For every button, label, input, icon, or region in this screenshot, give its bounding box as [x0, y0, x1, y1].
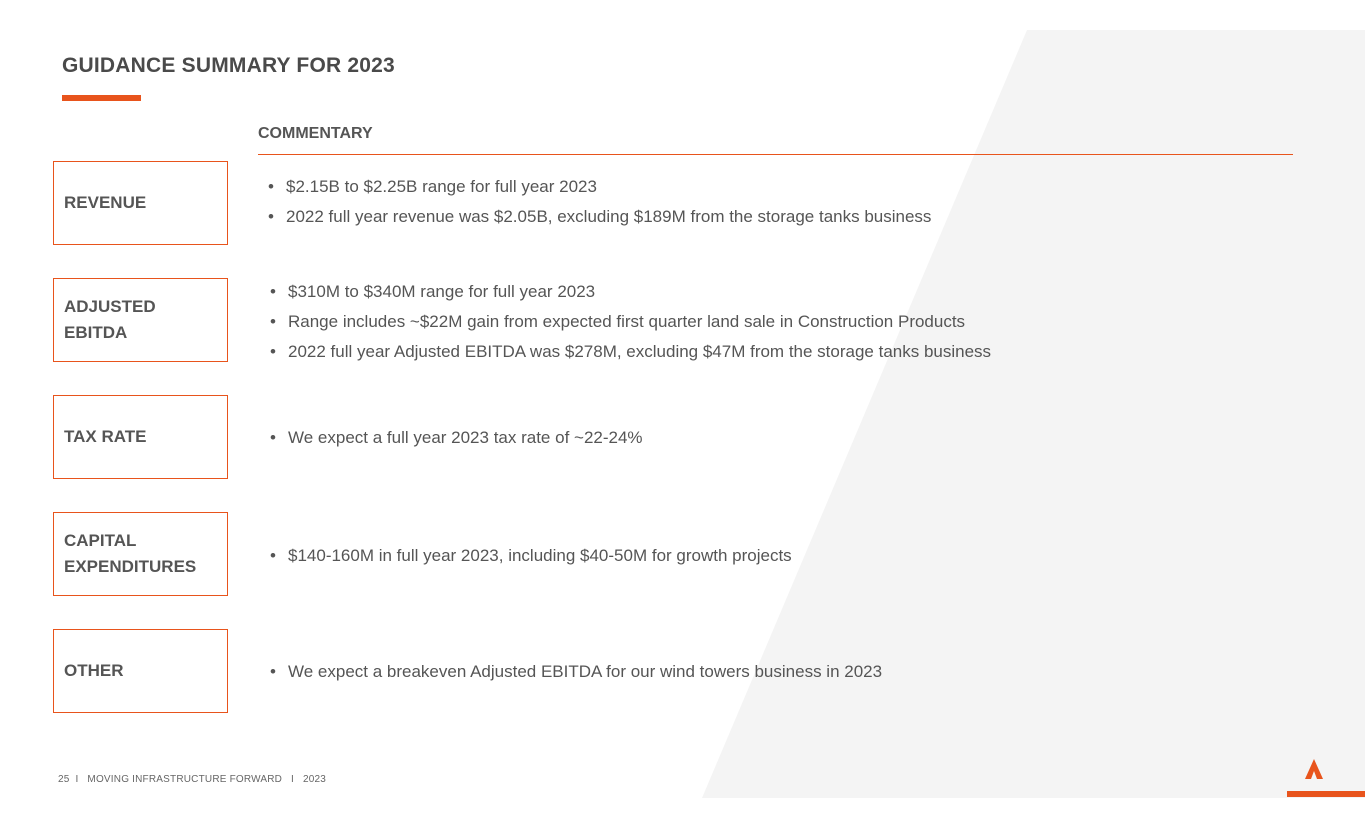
label-capital-expenditures	[53, 512, 228, 596]
label-other	[53, 629, 228, 713]
commentary-header: COMMENTARY	[258, 125, 373, 142]
bullet-item: • Range includes ~$22M gain from expected first quarter land sale in Construction Products	[268, 307, 991, 337]
commentary-revenue	[266, 172, 931, 232]
commentary-adjusted-ebitda	[268, 277, 991, 367]
label-tax-rate	[53, 395, 228, 479]
commentary-divider	[258, 154, 1293, 155]
footer-separator: I	[291, 774, 295, 785]
label-line: EXPENDITURES	[64, 557, 197, 576]
label-line: TAX RATE	[64, 427, 147, 446]
label-revenue	[53, 161, 228, 245]
commentary-tax-rate	[268, 423, 643, 453]
commentary-other	[268, 657, 882, 687]
label-line: CAPITAL	[64, 531, 137, 550]
bullet-item: • 2022 full year revenue was $2.05B, excluding $189M from the storage tanks business	[266, 202, 931, 232]
footer-tagline: MOVING INFRASTRUCTURE FORWARD	[87, 774, 283, 785]
bullet-item: • We expect a full year 2023 tax rate of ~22-24%	[268, 423, 643, 453]
footer	[58, 774, 326, 785]
footer-year: 2023	[302, 774, 327, 785]
label-line: EBITDA	[64, 323, 128, 342]
bullet-item: • $140-160M in full year 2023, including $40-50M for growth projects	[268, 541, 792, 571]
label-line: OTHER	[64, 661, 124, 680]
page-number: 25	[58, 774, 70, 785]
label-adjusted-ebitda	[53, 278, 228, 362]
footer-separator: I	[75, 774, 79, 785]
bullet-item: • 2022 full year Adjusted EBITDA was $278M, excluding $47M from the storage tanks business	[268, 337, 991, 367]
company-logo-icon	[1287, 757, 1365, 799]
bullet-item: • $2.15B to $2.25B range for full year 2023	[266, 172, 931, 202]
bullet-item: • $310M to $340M range for full year 2023	[268, 277, 991, 307]
bullet-item: • We expect a breakeven Adjusted EBITDA for our wind towers business in 2023	[268, 657, 882, 687]
page-title: GUIDANCE SUMMARY FOR 2023	[62, 54, 395, 77]
label-line: REVENUE	[64, 193, 147, 212]
label-line: ADJUSTED	[64, 297, 156, 316]
commentary-capital-expenditures	[268, 541, 792, 571]
title-accent-bar	[62, 95, 141, 101]
